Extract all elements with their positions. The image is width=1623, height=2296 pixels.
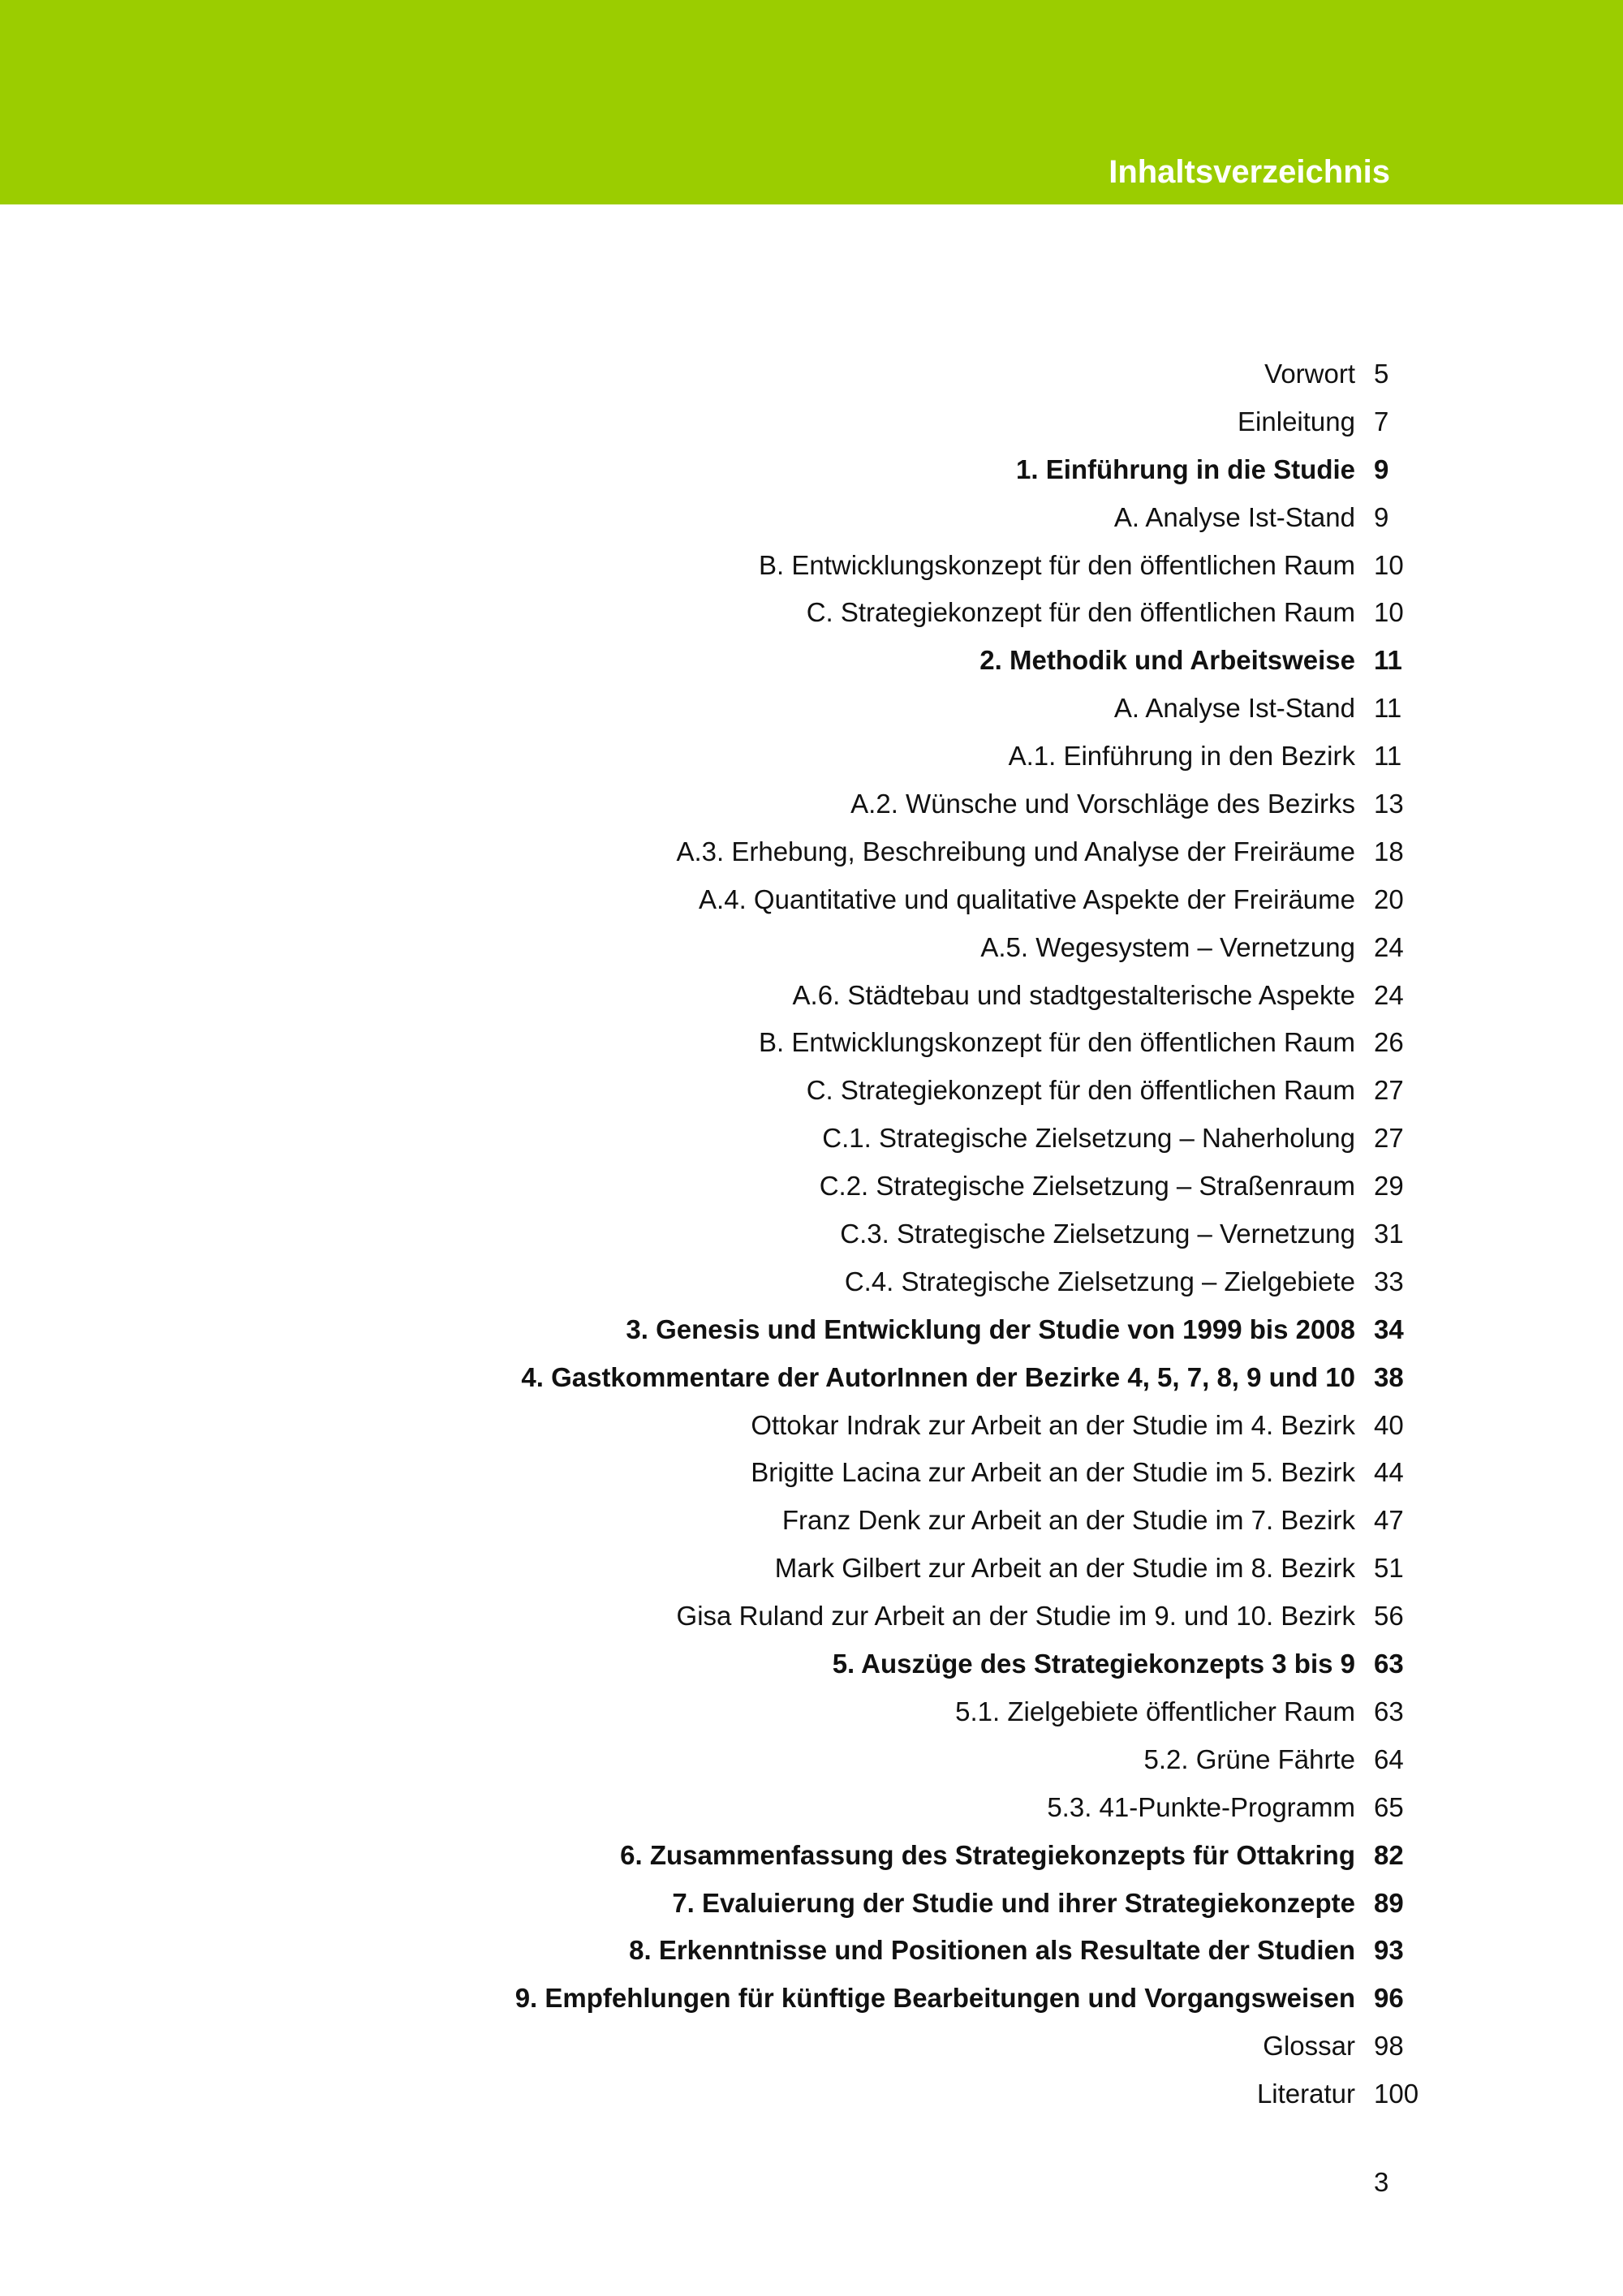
toc-entry[interactable] (0, 1497, 1623, 1545)
toc-entry-title: 5.3. 41-Punkte-Programm (1047, 1791, 1355, 1822)
header-band (0, 0, 1623, 204)
toc-entry-page: 96 (1374, 1983, 1404, 2014)
toc-entry-title: B. Entwicklungskonzept für den öffentlichen Raum (759, 549, 1355, 580)
toc-entry-page: 33 (1374, 1266, 1404, 1296)
toc-entry-page: 9 (1374, 454, 1389, 484)
toc-entry-title: A. Analyse Ist-Stand (1113, 693, 1355, 724)
toc-entry[interactable] (0, 1402, 1623, 1450)
toc-entry-page: 10 (1374, 549, 1404, 580)
toc-chapter-entry[interactable] (0, 1354, 1623, 1402)
toc-entry-page: 65 (1374, 1791, 1404, 1822)
toc-entry[interactable] (0, 1258, 1623, 1306)
toc-entry-page: 98 (1374, 2031, 1404, 2062)
toc-entry-page: 5 (1374, 359, 1389, 389)
toc-entry-page: 24 (1374, 931, 1404, 962)
toc-entry-page: 63 (1374, 1649, 1404, 1679)
toc-chapter-entry[interactable] (0, 1640, 1623, 1688)
toc-entry-title: C.1. Strategische Zielsetzung – Naherholung (822, 1123, 1355, 1154)
toc-entry-title: C. Strategiekonzept für den öffentlichen Raum (806, 1075, 1355, 1106)
toc-entry-page: 40 (1374, 1409, 1404, 1440)
toc-entry-title: A.5. Wegesystem – Vernetzung (980, 931, 1355, 962)
toc-entry-page: 89 (1374, 1887, 1404, 1918)
toc-entry[interactable] (0, 1545, 1623, 1593)
toc-entry-title: 1. Einführung in die Studie (1016, 454, 1355, 484)
toc-entry-title: Vorwort (1264, 359, 1355, 389)
toc-entry-title: Brigitte Lacina zur Arbeit an der Studie im 5. Bezirk (751, 1457, 1355, 1488)
toc-entry-page: 10 (1374, 597, 1404, 628)
toc-entry-title: A.4. Quantitative und qualitative Aspekte der Freiräume (699, 884, 1355, 914)
toc-entry-page: 44 (1374, 1457, 1404, 1488)
toc-entry-page: 26 (1374, 1027, 1404, 1058)
toc-entry-page: 38 (1374, 1361, 1404, 1392)
toc-chapter-entry[interactable] (0, 1832, 1623, 1880)
toc-entry[interactable] (0, 685, 1623, 733)
toc-entry[interactable] (0, 1163, 1623, 1210)
toc-entry-page: 13 (1374, 789, 1404, 819)
toc-entry-page: 93 (1374, 1935, 1404, 1966)
toc-entry-page: 51 (1374, 1553, 1404, 1584)
toc-entry-title: A.3. Erhebung, Beschreibung und Analyse der Freiräume (676, 836, 1355, 866)
toc-chapter-entry[interactable] (0, 1306, 1623, 1354)
toc-entry[interactable] (0, 1019, 1623, 1067)
toc-chapter-entry[interactable] (0, 1975, 1623, 2023)
toc-entry-page: 63 (1374, 1696, 1404, 1726)
toc-entry[interactable] (0, 1784, 1623, 1832)
toc-entry-title: C. Strategiekonzept für den öffentlichen Raum (806, 597, 1355, 628)
toc-entry-title: Franz Denk zur Arbeit an der Studie im 7. Bezirk (781, 1505, 1355, 1536)
toc-entry-title: 5. Auszüge des Strategiekonzepts 3 bis 9 (832, 1649, 1355, 1679)
toc-entry[interactable] (0, 876, 1623, 924)
toc-entry-title: C.4. Strategische Zielsetzung – Zielgebiete (844, 1266, 1355, 1296)
toc-entry-title: 2. Methodik und Arbeitsweise (979, 645, 1355, 676)
toc-entry-page: 20 (1374, 884, 1404, 914)
toc-entry-title: Ottokar Indrak zur Arbeit an der Studie im 4. Bezirk (751, 1409, 1355, 1440)
toc-entry[interactable] (0, 542, 1623, 590)
toc-entry-page: 82 (1374, 1839, 1404, 1870)
toc-entry-page: 27 (1374, 1075, 1404, 1106)
toc-entry-title: 5.1. Zielgebiete öffentlicher Raum (955, 1696, 1355, 1726)
toc-entry-page: 9 (1374, 501, 1389, 532)
toc-entry-title: C.2. Strategische Zielsetzung – Straßenraum (819, 1171, 1355, 1202)
toc-entry[interactable] (0, 1210, 1623, 1258)
toc-chapter-entry[interactable] (0, 1927, 1623, 1975)
toc-entry[interactable] (0, 972, 1623, 1020)
toc-entry-title: Einleitung (1238, 406, 1355, 436)
toc-entry-title: Mark Gilbert zur Arbeit an der Studie im 8. Bezirk (774, 1553, 1355, 1584)
toc-entry[interactable] (0, 1593, 1623, 1640)
toc-entry-title: A.2. Wünsche und Vorschläge des Bezirks (850, 789, 1355, 819)
toc-entry-page: 11 (1374, 693, 1402, 724)
toc-entry-page: 34 (1374, 1314, 1404, 1344)
toc-entry[interactable] (0, 733, 1623, 780)
toc-entry-title: 7. Evaluierung der Studie und ihrer Strategiekonzepte (672, 1887, 1355, 1918)
toc-entry-page: 27 (1374, 1123, 1404, 1154)
table-of-contents (0, 350, 1623, 2118)
toc-entry-title: 8. Erkenntnisse und Positionen als Resultate der Studien (629, 1935, 1355, 1966)
toc-entry-title: Literatur (1256, 2079, 1355, 2109)
toc-entry-title: 6. Zusammenfassung des Strategiekonzepts für Ottakring (620, 1839, 1355, 1870)
toc-entry-page: 64 (1374, 1743, 1404, 1774)
toc-chapter-entry[interactable] (0, 1880, 1623, 1928)
toc-entry-page: 18 (1374, 836, 1404, 866)
toc-entry[interactable] (0, 2070, 1623, 2118)
toc-entry[interactable] (0, 1067, 1623, 1115)
toc-entry[interactable] (0, 924, 1623, 972)
toc-entry-page: 24 (1374, 979, 1404, 1010)
toc-entry[interactable] (0, 589, 1623, 637)
toc-entry-title: 5.2. Grüne Fährte (1143, 1743, 1355, 1774)
toc-entry-page: 29 (1374, 1171, 1404, 1202)
toc-chapter-entry[interactable] (0, 446, 1623, 494)
toc-entry-page: 47 (1374, 1505, 1404, 1536)
toc-entry[interactable] (0, 494, 1623, 542)
page-number: 3 (1374, 2167, 1389, 2197)
toc-entry[interactable] (0, 398, 1623, 446)
toc-entry[interactable] (0, 1115, 1623, 1163)
toc-entry[interactable] (0, 350, 1623, 398)
toc-entry[interactable] (0, 1688, 1623, 1736)
toc-entry-title: 3. Genesis und Entwicklung der Studie von 1999 bis 2008 (626, 1314, 1355, 1344)
toc-entry[interactable] (0, 1449, 1623, 1497)
toc-entry-title: Gisa Ruland zur Arbeit an der Studie im 9. und 10. Bezirk (676, 1601, 1355, 1632)
toc-entry-page: 7 (1374, 406, 1389, 436)
toc-entry-title: C.3. Strategische Zielsetzung – Vernetzung (840, 1219, 1355, 1249)
toc-entry-page: 100 (1374, 2079, 1419, 2109)
toc-entry-title: 9. Empfehlungen für künftige Bearbeitungen und Vorgangsweisen (514, 1983, 1355, 2014)
toc-entry[interactable] (0, 780, 1623, 828)
toc-entry-title: B. Entwicklungskonzept für den öffentlichen Raum (759, 1027, 1355, 1058)
toc-entry[interactable] (0, 828, 1623, 876)
toc-entry[interactable] (0, 1736, 1623, 1784)
toc-entry[interactable] (0, 2023, 1623, 2070)
toc-entry-page: 31 (1374, 1219, 1404, 1249)
toc-entry-page: 11 (1374, 645, 1402, 676)
toc-entry-title: 4. Gastkommentare der AutorInnen der Bezirke 4, 5, 7, 8, 9 und 10 (521, 1361, 1355, 1392)
page-title: Inhaltsverzeichnis (1109, 154, 1390, 190)
toc-entry-title: A. Analyse Ist-Stand (1113, 501, 1355, 532)
toc-entry-title: Glossar (1263, 2031, 1355, 2062)
toc-entry-title: A.1. Einführung in den Bezirk (1008, 741, 1355, 772)
toc-chapter-entry[interactable] (0, 637, 1623, 685)
toc-entry-title: A.6. Städtebau und stadtgestalterische Aspekte (792, 979, 1355, 1010)
toc-entry-page: 11 (1374, 741, 1402, 772)
toc-entry-page: 56 (1374, 1601, 1404, 1632)
